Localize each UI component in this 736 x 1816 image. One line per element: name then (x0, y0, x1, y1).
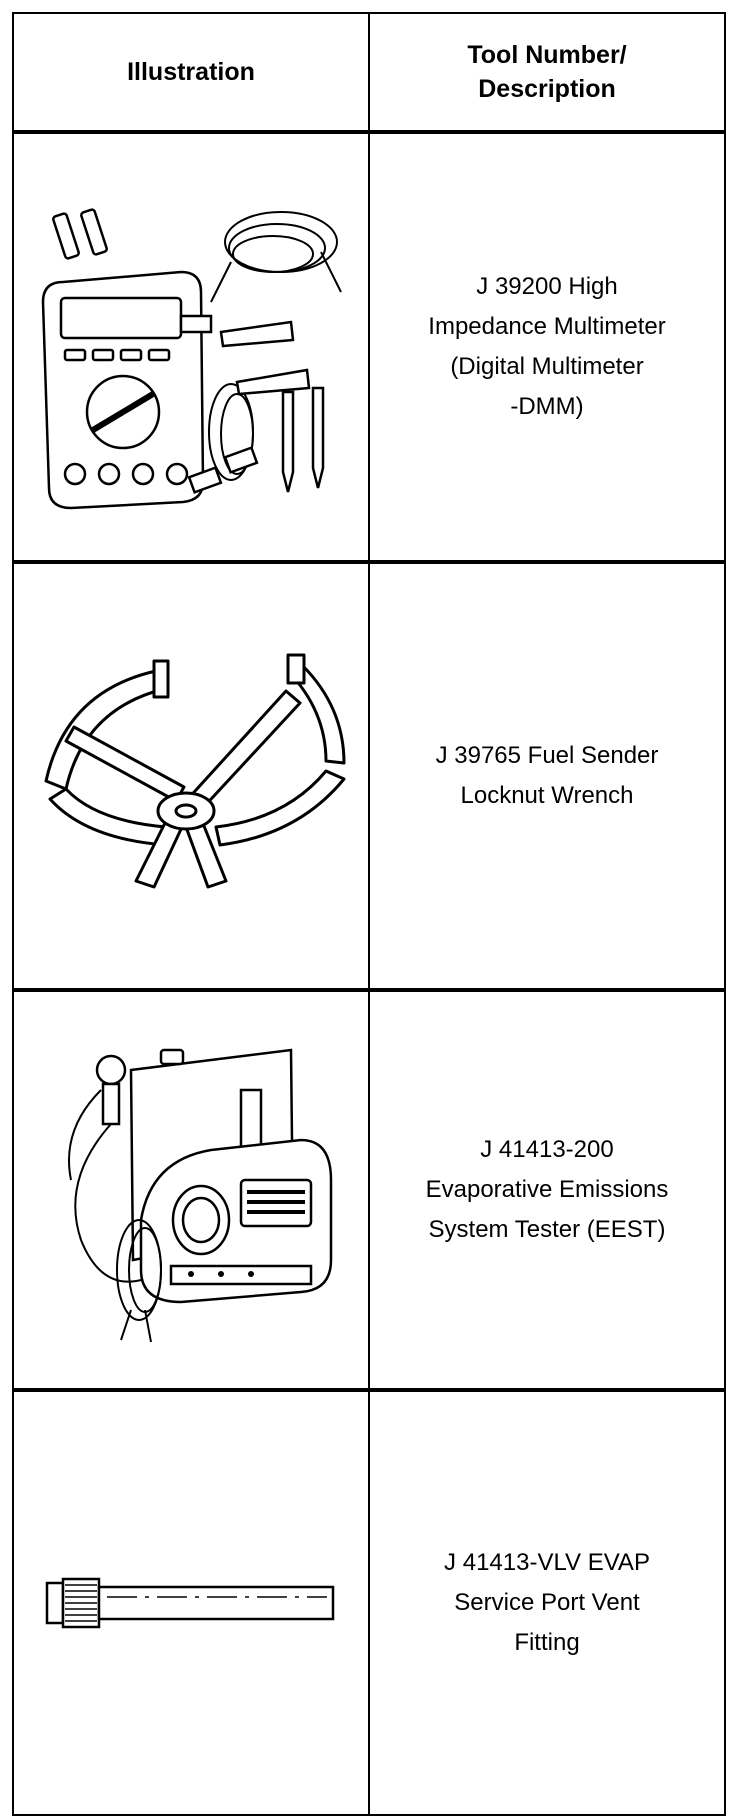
illustration-cell (13, 1390, 369, 1815)
locknut-wrench-illustration (26, 651, 356, 901)
illustration-cell (13, 132, 369, 562)
table-row (13, 562, 725, 990)
tool-table (12, 12, 726, 1816)
table-row (13, 132, 725, 562)
vent-fitting-illustration (41, 1573, 341, 1633)
table-row (13, 1390, 725, 1815)
tool-description: J 41413-200 Evaporative Emissions System Tester (EEST) (425, 1136, 669, 1243)
description-cell (369, 562, 725, 990)
multimeter-illustration (31, 182, 351, 512)
description-cell (369, 132, 725, 562)
header-row (13, 13, 725, 132)
tool-description: J 39765 Fuel Sender Locknut Wrench (435, 742, 659, 809)
header-illustration: Illustration (13, 13, 369, 132)
evap-tester-illustration (41, 1030, 341, 1350)
tool-description: J 41413-VLV EVAP Service Port Vent Fitting (444, 1549, 650, 1656)
description-cell (369, 990, 725, 1390)
illustration-cell (13, 990, 369, 1390)
description-cell (369, 1390, 725, 1815)
illustration-cell (13, 562, 369, 990)
table-row (13, 990, 725, 1390)
tool-description: J 39200 High Impedance Multimeter (Digital Multimeter -DMM) (428, 273, 666, 420)
header-tool-description: Tool Number/ Description (369, 13, 725, 132)
